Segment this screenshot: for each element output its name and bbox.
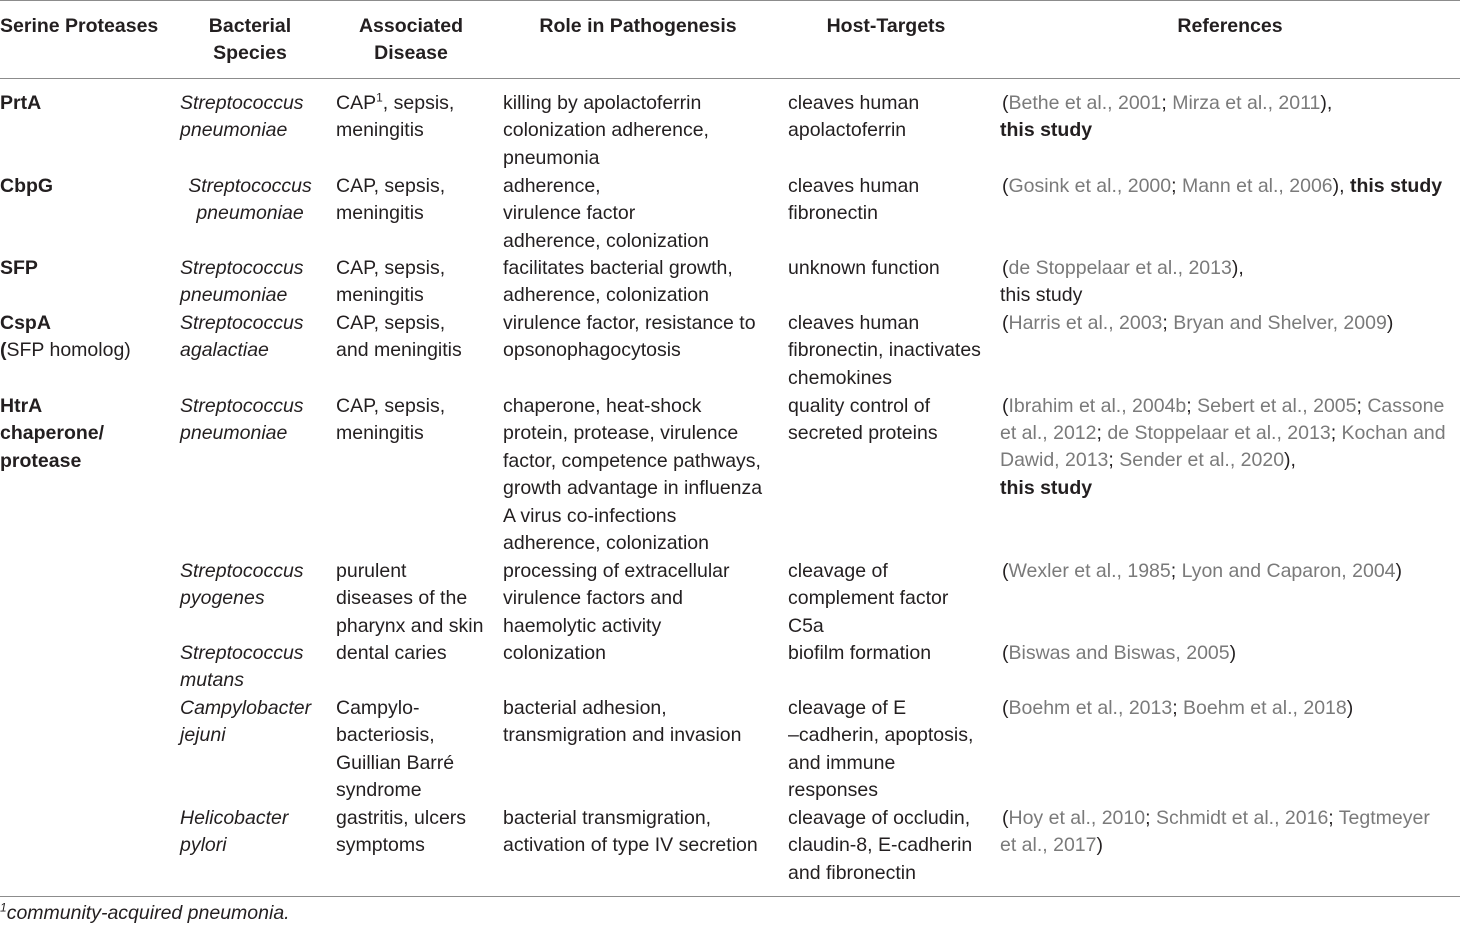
citation-link[interactable]: Mann et al., 2006: [1181, 175, 1333, 197]
citation-link[interactable]: Hoy et al., 2010: [1008, 807, 1146, 829]
citation-link[interactable]: Wexler et al., 1985: [1008, 560, 1171, 582]
top-rule: [0, 0, 1460, 1]
header-role-in-pathogenesis: Role in Pathogenesis: [539, 15, 737, 37]
associated-disease: CAP$^1$, sepsis, meningitis: [336, 90, 455, 142]
host-targets: unknown function: [788, 257, 940, 279]
associated-disease: purulent diseases of the pharynx and skin: [336, 560, 484, 637]
bacterial-species: Streptococcus pneumoniae: [180, 395, 304, 445]
protease-name: SFP: [0, 257, 38, 279]
references: (Hoy et al., 2010; Schmidt et al., 2016; Tegtmeyer: [1002, 807, 1430, 829]
footnote-mark: 1: [0, 900, 7, 915]
citation-link[interactable]: Cassone: [1367, 395, 1445, 417]
references-continued: et al., 2017): [1000, 834, 1103, 856]
host-targets: cleavage of complement factor C5a: [788, 560, 949, 637]
references: (Harris et al., 2003; Bryan and Shelver, 2009): [1002, 312, 1394, 334]
protease-name: HtrA chaperone/ protease: [0, 395, 105, 472]
references-continued: et al., 2012; de Stoppelaar et al., 2013; Kochan and Dawid, 2013; Sender et al., 2020),: [1000, 422, 1446, 472]
header-serine-proteases: Serine Proteases: [0, 15, 159, 37]
role-in-pathogenesis: processing of extracellular virulence factors and haemolytic activity: [503, 560, 730, 637]
host-targets: cleavage of E –cadherin, apoptosis, and immune responses: [788, 697, 974, 802]
protease-name: CspA: [0, 312, 51, 334]
bacterial-species: Streptococcus agalactiae: [180, 312, 304, 362]
table-footnote: $^1$community-acquired pneumonia.: [0, 900, 290, 924]
associated-disease: CAP, sepsis, and meningitis: [336, 312, 462, 362]
associated-disease: CAP, sepsis, meningitis: [336, 395, 446, 445]
citation-link[interactable]: de Stoppelaar et al., 2013: [1107, 422, 1331, 444]
header-rule: [0, 78, 1460, 79]
role-in-pathogenesis: colonization: [503, 642, 606, 664]
host-targets: biofilm formation: [788, 642, 932, 664]
host-targets: cleavage of occludin, claudin-8, E-cadherin and fibronectin: [788, 807, 973, 884]
host-targets: quality control of secreted proteins: [788, 395, 938, 445]
associated-disease: CAP, sepsis, meningitis: [336, 175, 446, 225]
header-bacterial-species: Bacterial Species: [208, 15, 292, 65]
references: (Wexler et al., 1985; Lyon and Caparon, 2004): [1002, 560, 1403, 582]
citation-link[interactable]: Schmidt et al., 2016: [1155, 807, 1329, 829]
citation-link[interactable]: de Stoppelaar et al., 2013: [1008, 257, 1232, 279]
host-targets: cleaves human fibronectin, inactivates chemokines: [788, 312, 981, 389]
role-in-pathogenesis: bacterial adhesion, transmigration and invasion: [503, 697, 742, 747]
references: (de Stoppelaar et al., 2013),: [1002, 257, 1244, 279]
citation-link[interactable]: Gosink et al., 2000: [1008, 175, 1172, 197]
citation-link[interactable]: Bethe et al., 2001: [1008, 92, 1162, 114]
role-in-pathogenesis: adherence, virulence factor adherence, colonization: [503, 175, 709, 252]
citation-link[interactable]: Ibrahim et al., 2004b: [1008, 395, 1187, 417]
bacterial-species: Streptococcus pneumoniae: [180, 257, 304, 307]
header-host-targets: Host-Targets: [826, 15, 946, 37]
citation-link[interactable]: Boehm et al., 2018: [1183, 697, 1347, 719]
citation-link[interactable]: et al., 2017: [1000, 834, 1097, 856]
host-targets: cleaves human apolactoferrin: [788, 92, 920, 142]
citation-link[interactable]: Kochan and: [1341, 422, 1446, 444]
associated-disease: gastritis, ulcers symptoms: [336, 807, 467, 857]
footnote-mark: 1: [376, 90, 383, 105]
citation-link[interactable]: Boehm et al., 2013: [1008, 697, 1173, 719]
role-in-pathogenesis: bacterial transmigration, activation of type IV secretion: [503, 807, 758, 857]
references: (Gosink et al., 2000; Mann et al., 2006), this study: [1002, 175, 1443, 197]
citation-link[interactable]: Sender et al., 2020: [1119, 449, 1285, 472]
bacterial-species: Streptococcus pneumoniae: [188, 175, 312, 225]
bacterial-species: Campylobacter jejuni: [180, 697, 312, 747]
associated-disease: CAP, sepsis, meningitis: [336, 257, 446, 307]
references: (Boehm et al., 2013; Boehm et al., 2018): [1002, 697, 1354, 719]
this-study: this study: [1349, 175, 1443, 197]
citation-link[interactable]: Biswas and Biswas, 2005: [1008, 642, 1230, 664]
associated-disease: dental caries: [336, 642, 447, 664]
protease-name: CbpG: [0, 175, 54, 197]
bacterial-species: Helicobacter pylori: [180, 807, 289, 857]
this-study: this study: [1000, 119, 1093, 141]
citation-link[interactable]: Tegtmeyer: [1338, 807, 1430, 829]
bottom-rule: [0, 896, 1460, 897]
associated-disease: Campylo- bacteriosis, Guillian Barré syndrome: [336, 697, 455, 802]
references: (Bethe et al., 2001; Mirza et al., 2011),: [1002, 92, 1333, 114]
references: (Ibrahim et al., 2004b; Sebert et al., 2005; Cassone: [1002, 395, 1445, 417]
role-in-pathogenesis: facilitates bacterial growth, adherence, colonization: [503, 257, 733, 307]
citation-link[interactable]: Dawid, 2013: [1000, 449, 1109, 472]
protease-name: PrtA: [0, 92, 42, 114]
citation-link[interactable]: Harris et al., 2003: [1008, 312, 1163, 334]
citation-link[interactable]: Bryan and Shelver, 2009: [1173, 312, 1387, 334]
protease-subtitle: (SFP homolog): [0, 339, 131, 361]
references: (Biswas and Biswas, 2005): [1002, 642, 1237, 664]
header-references: References: [1177, 15, 1283, 37]
citation-link[interactable]: Sebert et al., 2005: [1197, 395, 1357, 417]
role-in-pathogenesis: chaperone, heat-shock protein, protease, virulence factor, competence pathways, growth advantage in influenza A virus co-infections adherence, colonization: [503, 395, 763, 555]
host-targets: cleaves human fibronectin: [788, 175, 920, 225]
citation-link[interactable]: Lyon and Caparon, 2004: [1181, 560, 1396, 582]
header-associated-disease: Associated Disease: [358, 15, 464, 65]
this-study: this study: [1000, 477, 1093, 499]
role-in-pathogenesis: virulence factor, resistance to opsonophagocytosis: [503, 312, 756, 362]
bacterial-species: Streptococcus mutans: [180, 642, 304, 692]
citation-link[interactable]: Mirza et al., 2011: [1172, 92, 1321, 114]
role-in-pathogenesis: killing by apolactoferrin colonization adherence, pneumonia: [503, 92, 709, 169]
bacterial-species: Streptococcus pneumoniae: [180, 92, 304, 142]
citation-link[interactable]: et al., 2012: [1000, 422, 1097, 444]
bacterial-species: Streptococcus pyogenes: [180, 560, 304, 610]
this-study: this study: [1000, 284, 1083, 306]
